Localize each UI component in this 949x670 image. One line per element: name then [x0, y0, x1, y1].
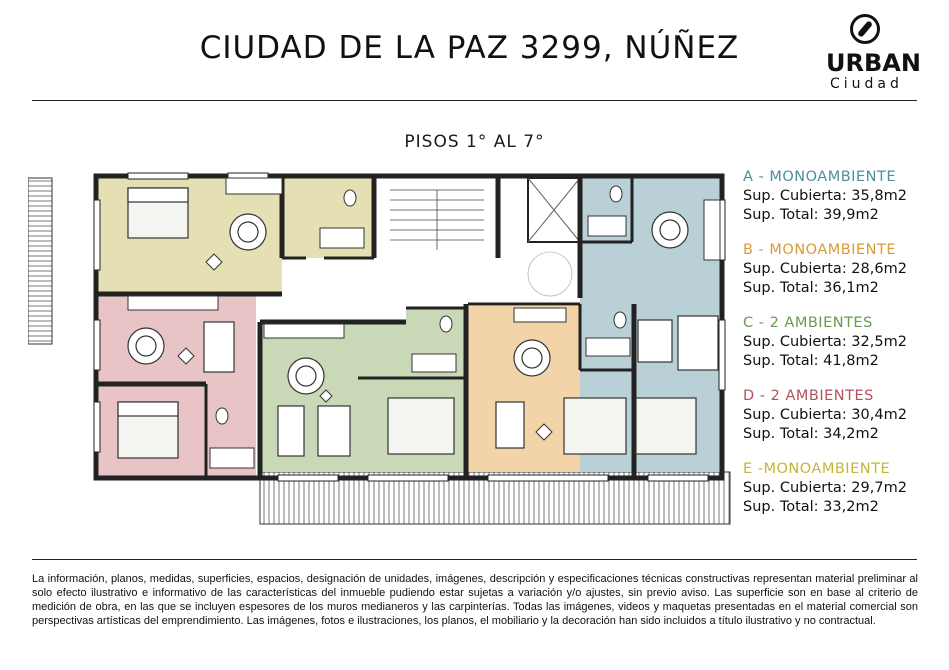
units-legend [743, 168, 948, 533]
unit-e-info [743, 460, 948, 517]
bath-b [586, 338, 630, 356]
bath-a [588, 216, 626, 236]
sofa-d [204, 322, 234, 372]
unit-e-total: Sup. Total: 33,2m2 [743, 499, 879, 515]
brand-logo [822, 14, 922, 96]
unit-d-info [743, 387, 948, 444]
unit-e-covered: Sup. Cubierta: 29,7m2 [743, 480, 907, 496]
footer-divider [32, 559, 917, 560]
unit-b-total: Sup. Total: 36,1m2 [743, 280, 879, 296]
bath-d [210, 448, 254, 468]
kitchen-d [128, 296, 218, 310]
sofa-c [278, 406, 304, 456]
sofa-b [496, 402, 524, 448]
floor-plan [28, 170, 736, 530]
unit-a-title: A - MONOAMBIENTE [743, 169, 896, 185]
unit-a-covered: Sup. Cubierta: 35,8m2 [743, 188, 907, 204]
legal-disclaimer: La información, planos, medidas, superficies, espacios, designación de unidades, imágenes, descripción y especificaciones técnicas constructivas representan material preliminar al solo efecto ilustrativo e informativo de las características del inmueble pudiendo estar sujetas a variación y/o ajustes, sin previo aviso. Las superficie son en base al criterio de medición de obra, en las que se incluyen espesores de los muros medianeros y las carpinterías. Todas las imágenes, videos y maquetas presentadas en el material comercial son perspectivas artísticas del emprendimiento. Las imágenes, fotos e ilustraciones, los planos, el mobiliario y la decoración han sido incluidos a título ilustrativo y no contractual. [32, 573, 918, 627]
bath-c [412, 354, 456, 372]
unit-c-covered: Sup. Cubierta: 32,5m2 [743, 334, 907, 350]
unit-b-covered: Sup. Cubierta: 28,6m2 [743, 261, 907, 277]
sofa-a [638, 320, 672, 362]
kitchen-c [264, 324, 344, 338]
unit-c-title: C - 2 AMBIENTES [743, 315, 873, 331]
balcony-left [28, 178, 52, 344]
bed-a [636, 398, 696, 454]
bath-e [320, 228, 364, 248]
unit-e-title: E -MONOAMBIENTE [743, 461, 891, 477]
stair-core [374, 176, 498, 260]
unit-d-total: Sup. Total: 34,2m2 [743, 426, 879, 442]
sofa-c2 [318, 406, 350, 456]
unit-a-info [743, 168, 948, 225]
page-title: CIUDAD DE LA PAZ 3299, NÚÑEZ [199, 30, 740, 66]
floors-subtitle: PISOS 1° AL 7° [404, 132, 545, 152]
logo-word: URBAN [826, 49, 921, 77]
unit-b-title: B - MONOAMBIENTE [743, 242, 897, 258]
compass-icon [850, 14, 880, 44]
header-divider [32, 100, 917, 101]
unit-d-covered: Sup. Cubierta: 30,4m2 [743, 407, 907, 423]
unit-a-total: Sup. Total: 39,9m2 [743, 207, 879, 223]
kitchen-e [226, 178, 282, 194]
logo-subtitle: Ciudad [830, 76, 903, 92]
unit-c-total: Sup. Total: 41,8m2 [743, 353, 879, 369]
unit-c-info [743, 314, 948, 371]
bed-c [388, 398, 454, 454]
kitchen-a [704, 200, 720, 260]
bed-b [564, 398, 626, 454]
unit-d-title: D - 2 AMBIENTES [743, 388, 874, 404]
kitchen-b [514, 308, 566, 322]
unit-b-info [743, 241, 948, 298]
